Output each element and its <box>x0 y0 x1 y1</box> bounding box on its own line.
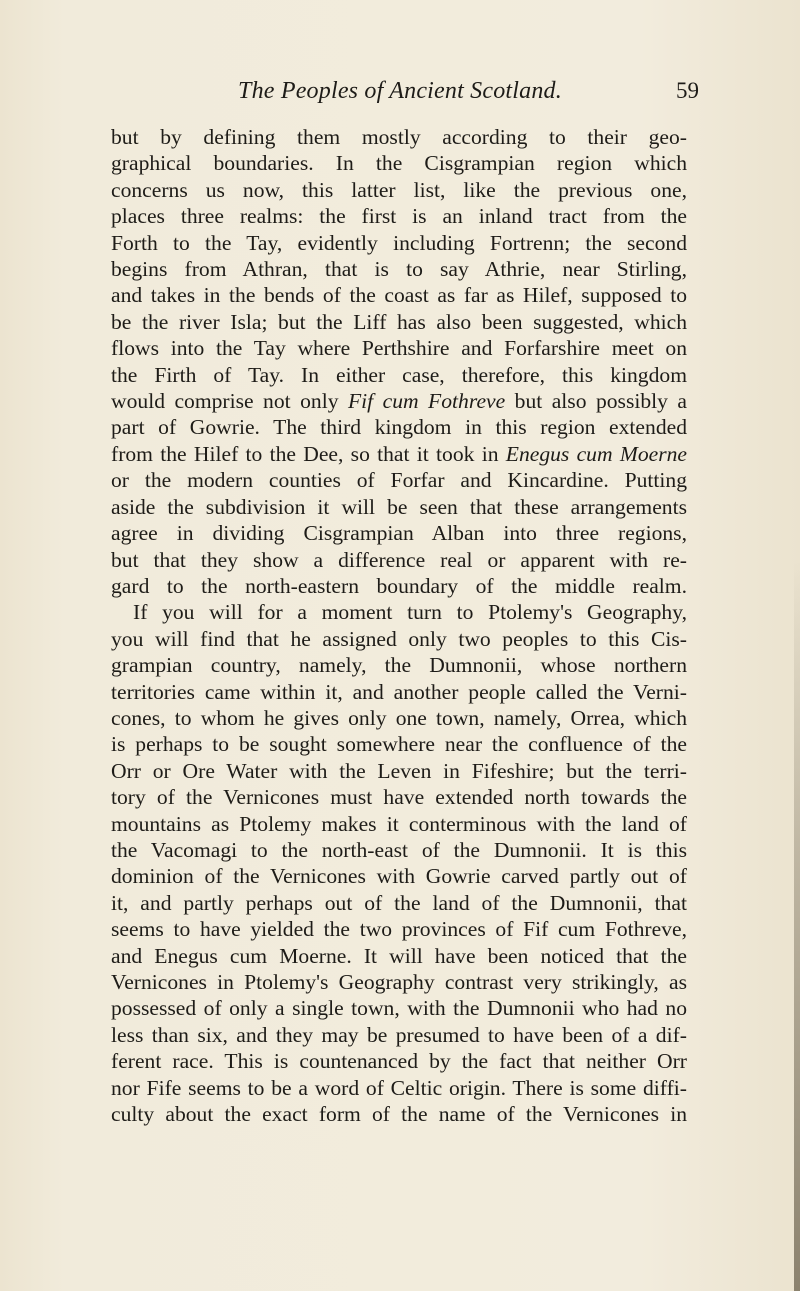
text-line: mountains as Ptolemy makes it conterminous with the land of <box>111 811 687 836</box>
text-line: but by defining them mostly according to their geo- <box>111 125 687 149</box>
paragraph-start-line: If you will for a moment turn to Ptolemy's Geography, <box>133 600 687 625</box>
text-line: grampian country, namely, the Dumnonii, whose northern <box>111 653 687 678</box>
text-line: begins from Athran, that is to say Athrie, near Stirling, <box>111 257 687 282</box>
text-line: places three realms: the first is an inland tract from the <box>111 204 687 229</box>
text-line: you will find that he assigned only two peoples to this Cis- <box>111 626 687 651</box>
page-edge-shadow <box>794 560 800 1291</box>
text-line <box>111 441 687 467</box>
text-line: agree in dividing Cisgrampian Alban into three regions, <box>111 521 687 546</box>
text-line: the Firth of Tay. In either case, therefore, this kingdom <box>111 362 687 387</box>
text-line: gard to the north-eastern boundary of the middle realm. <box>111 573 687 598</box>
text-line: ferent race. This is countenanced by the fact that neither Orr <box>111 1049 687 1074</box>
text-line: the Vacomagi to the north-east of the Dumnonii. It is this <box>111 837 687 862</box>
text-line: possessed of only a single town, with the Dumnonii who had no <box>111 996 687 1021</box>
text-line: less than six, and they may be presumed to have been of a dif- <box>111 1022 687 1047</box>
running-head: The Peoples of Ancient Scotland. <box>238 78 562 104</box>
text-line: part of Gowrie. The third kingdom in this region extended <box>111 415 687 440</box>
text-line: culty about the exact form of the name of the Vernicones in <box>111 1102 687 1127</box>
text-line: seems to have yielded the two provinces of Fif cum Fothreve, <box>111 917 687 942</box>
text-line: dominion of the Vernicones with Gowrie carved partly out of <box>111 864 687 889</box>
text-fragment: from the Hilef to the Dee, so that it took in <box>111 441 506 466</box>
text-line: and takes in the bends of the coast as far as Hilef, supposed to <box>111 283 687 308</box>
text-line: flows into the Tay where Perthshire and Forfarshire meet on <box>111 336 687 361</box>
page-header <box>0 78 800 108</box>
text-line: it, and partly perhaps out of the land of the Dumnonii, that <box>111 890 687 915</box>
text-line: nor Fife seems to be a word of Celtic origin. There is some diffi- <box>111 1075 687 1100</box>
text-line: concerns us now, this latter list, like the previous one, <box>111 177 687 202</box>
text-line: but that they show a difference real or apparent with re- <box>111 547 687 572</box>
text-line: be the river Isla; but the Liff has also been suggested, which <box>111 309 687 334</box>
text-fragment: but also possibly a <box>505 389 687 414</box>
text-fragment: would comprise not only <box>111 389 348 414</box>
text-line: Vernicones in Ptolemy's Geography contrast very strikingly, as <box>111 970 687 994</box>
text-line: territories came within it, and another people called the Verni- <box>111 679 687 704</box>
text-line: tory of the Vernicones must have extended north towards the <box>111 785 687 810</box>
text-line <box>111 388 687 414</box>
italic-place-name: Fif cum Fothreve <box>347 389 506 414</box>
text-line: or the modern counties of Forfar and Kincardine. Putting <box>111 468 687 493</box>
italic-place-name: Enegus cum Moerne <box>505 441 687 466</box>
text-line: aside the subdivision it will be seen that these arrangements <box>111 494 687 519</box>
text-line: and Enegus cum Moerne. It will have been noticed that the <box>111 943 687 968</box>
text-line: graphical boundaries. In the Cisgrampian region which <box>111 151 687 176</box>
page-number: 59 <box>676 78 699 103</box>
body-text <box>111 124 687 1127</box>
text-line: Orr or Ore Water with the Leven in Fifeshire; but the terri- <box>111 758 687 783</box>
text-line: is perhaps to be sought somewhere near the confluence of the <box>111 732 687 757</box>
text-line: cones, to whom he gives only one town, namely, Orrea, which <box>111 705 687 730</box>
text-line: Forth to the Tay, evidently including Fortrenn; the second <box>111 230 687 255</box>
